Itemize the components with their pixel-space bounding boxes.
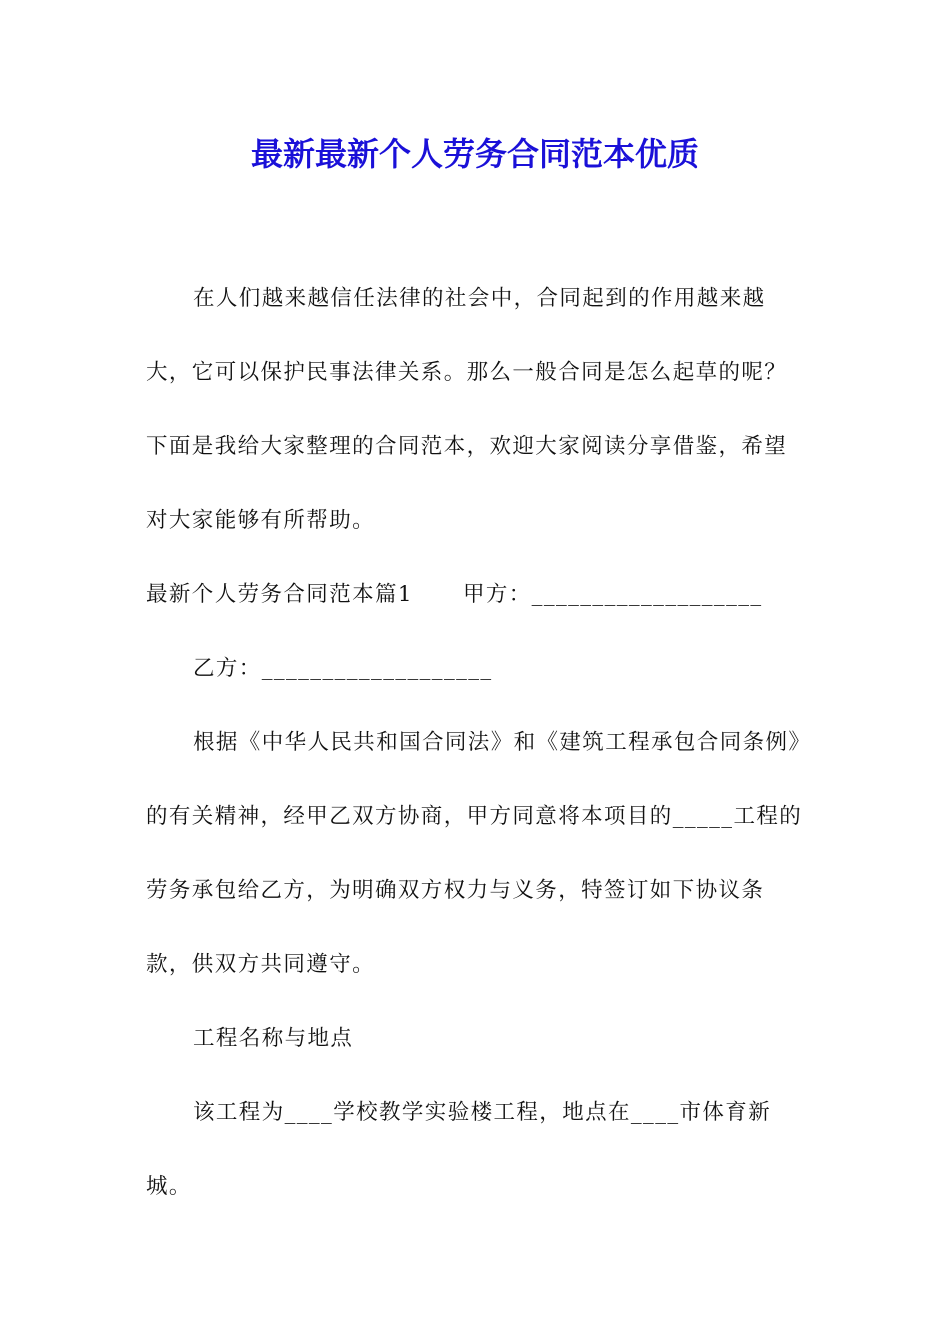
party-a-line: 甲方：___________________ bbox=[462, 582, 763, 607]
subheading: 工程名称与地点 bbox=[193, 1026, 354, 1051]
clause-intro-paragraph: 根据《中华人民共和国合同法》和《建筑工程承包合同条例》的有关精神，经甲乙双方协商，甲方同意将本项目的_____工程的劳务承包给乙方，为明确双方权力与义务，特签订如下协议条款，供双方共同遵守。 bbox=[146, 730, 803, 977]
section-heading: 最新个人劳务合同范本篇1 bbox=[146, 582, 413, 607]
section-heading-line bbox=[146, 558, 810, 632]
document-body bbox=[146, 262, 810, 1224]
party-b-line: 乙方：___________________ bbox=[193, 656, 493, 681]
intro-paragraph: 在人们越来越信任法律的社会中，合同起到的作用越来越大，它可以保护民事法律关系。那么一般合同是怎么起草的呢？下面是我给大家整理的合同范本，欢迎大家阅读分享借鉴，希望对大家能够有所帮助。 bbox=[146, 286, 788, 533]
project-location-paragraph: 该工程为____学校教学实验楼工程，地点在____市体育新城。 bbox=[146, 1100, 772, 1199]
document-title: 最新最新个人劳务合同范本优质 bbox=[250, 135, 699, 173]
